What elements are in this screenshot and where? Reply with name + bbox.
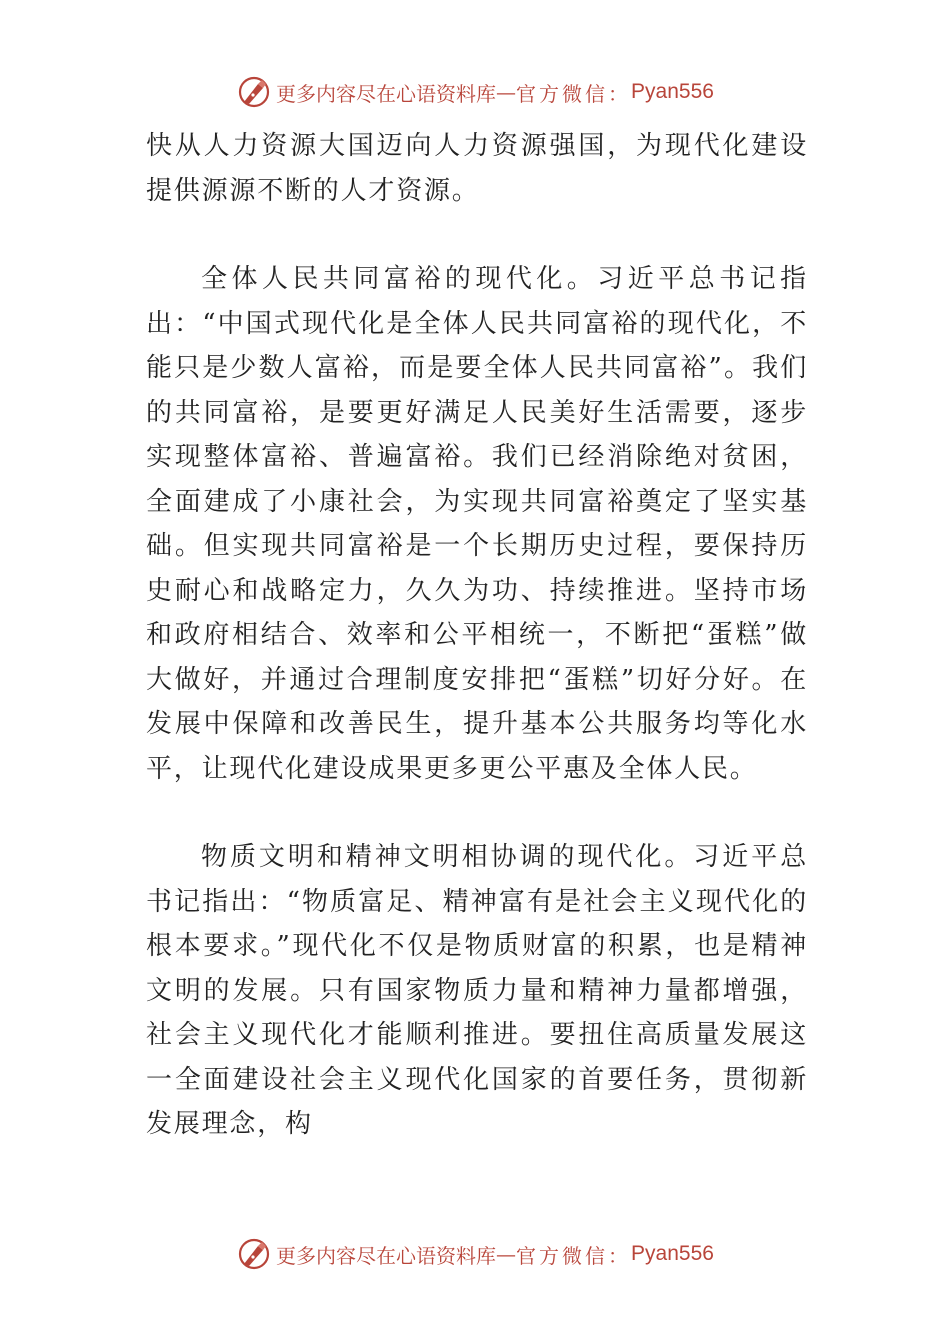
paragraph-gap (146, 213, 808, 257)
paragraph-continuation: 快从人力资源大国迈向人力资源强国，为现代化建设提供源源不断的人才资源。 (146, 131, 808, 206)
header-banner (0, 72, 950, 112)
footer-wechat-label: 官方微信： (516, 1243, 632, 1268)
footer-wechat-id: Pyan556 (631, 1242, 714, 1265)
paragraph-common-prosperity: 全体人民共同富裕的现代化。习近平总书记指出：“中国式现代化是全体人民共同富裕的现代化，不能只是少数人富裕，而是要全体人民共同富裕”。我们的共同富裕，是要更好满足人民美好生活需要，逐步实现整体富裕、普遍富裕。我们已经消除绝对贫困，全面建成了小康社会，为实现共同富裕奠定了坚实基础。但实现共同富裕是一个长期历史过程，要保持历史耐心和战略定力，久久为功、持续推进。坚持市场和政府相结合、效率和公平相统一，不断把“蛋糕”做大做好，并通过合理制度安排把“蛋糕”切好分好。在发展中保障和改善民生，提升基本公共服务均等化水平，让现代化建设成果更多更公平惠及全体人民。 (146, 264, 808, 784)
header-wechat-label: 官方微信： (516, 81, 632, 106)
footer-separator: — (496, 1242, 517, 1266)
header-separator: — (496, 80, 517, 104)
paragraph-gap (146, 791, 808, 835)
fountain-pen-logo-icon (236, 74, 272, 110)
header-wechat-id: Pyan556 (631, 80, 714, 103)
document-body (146, 124, 808, 1147)
footer-banner (0, 1234, 950, 1274)
footer-brand-text: 更多内容尽在心语资料库 (276, 1243, 497, 1268)
header-brand-text: 更多内容尽在心语资料库 (276, 81, 497, 106)
fountain-pen-logo-icon (236, 1236, 272, 1272)
paragraph-material-spiritual: 物质文明和精神文明相协调的现代化。习近平总书记指出：“物质富足、精神富有是社会主义现代化的根本要求。”现代化不仅是物质财富的积累，也是精神文明的发展。只有国家物质力量和精神力量都增强，社会主义现代化才能顺利推进。要扭住高质量发展这一全面建设社会主义现代化国家的首要任务，贯彻新发展理念，构 (146, 842, 808, 1139)
